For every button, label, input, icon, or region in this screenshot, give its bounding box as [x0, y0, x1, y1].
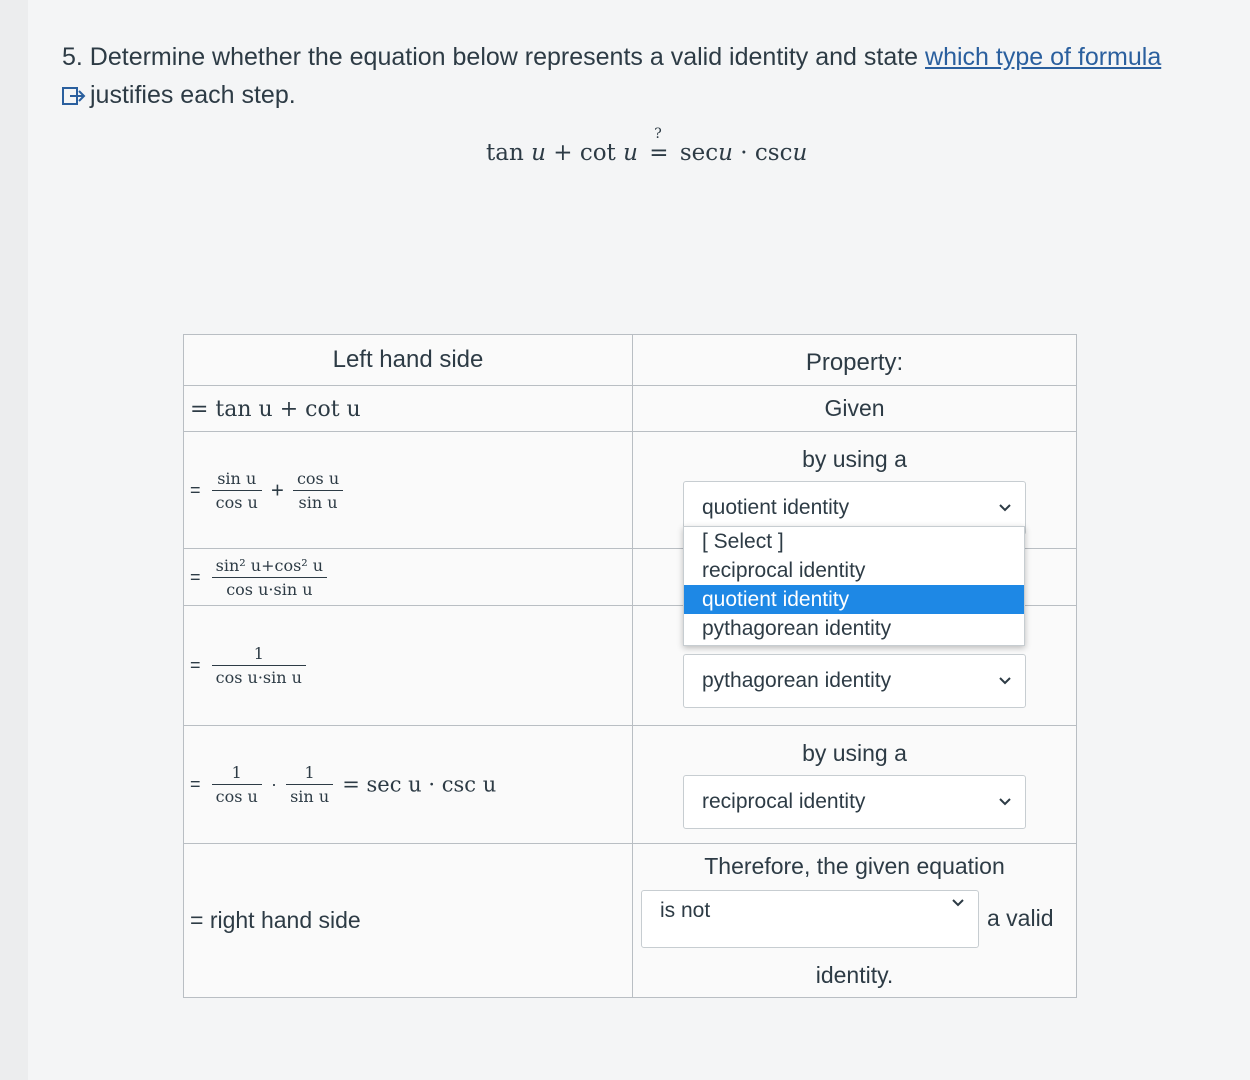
question-prompt: 5. Determine whether the equation below represents a valid identity and state	[62, 43, 926, 71]
header-property: Property:	[633, 335, 1077, 386]
chevron-down-icon	[999, 504, 1011, 512]
row-simplified-left: = $\frac{1}{\text{cos u·sin u}}$	[184, 606, 633, 726]
therefore-text: Therefore, the given equation	[704, 852, 1005, 879]
option-reciprocal-identity[interactable]: reciprocal identity	[702, 559, 866, 582]
header-left-hand-side: Left hand side	[184, 335, 633, 386]
question-equals-sign: ? =	[649, 126, 669, 166]
chevron-down-icon	[999, 798, 1011, 806]
row-given-left: = tan u + cot u	[184, 386, 633, 432]
row-quotient-left: = $\frac{\text{sin u}}{\text{cos u}}$ + $\frac{\text{cos u}}{\text{sin u}}$	[184, 432, 633, 549]
by-using-caption: by using a	[802, 445, 907, 472]
external-document-icon[interactable]	[62, 87, 88, 105]
row-conclusion-left: = right hand side	[184, 844, 633, 998]
row-conclusion-property	[633, 844, 1077, 998]
option-select-placeholder[interactable]: [ Select ]	[702, 530, 784, 553]
step3-property-select[interactable]: reciprocal identity	[683, 775, 1026, 829]
step2-property-select[interactable]: pythagorean identity	[683, 654, 1026, 708]
step1-property-select[interactable]: quotient identity	[683, 481, 1026, 535]
formula-link[interactable]: which type of formula	[925, 43, 1162, 71]
row-reciprocal-left: = $\frac{1}{\text{cos u}}$ · $\frac{1}{\text{sin u}}$ = sec u · csc u	[184, 726, 633, 844]
row-pythagorean-left: = $\frac{\text{sin² u+cos² u}}{\text{cos u·sin u}}$	[184, 549, 633, 606]
identity-text: identity.	[815, 961, 894, 988]
identity-equation: tan u + cot u ? = secu · cscu	[486, 126, 808, 166]
property-options-dropdown[interactable]	[683, 526, 1025, 646]
option-pythagorean-identity[interactable]: pythagorean identity	[702, 617, 892, 640]
chevron-down-icon	[952, 899, 964, 907]
validity-select[interactable]: is not	[641, 890, 979, 948]
proof-table	[183, 334, 1077, 998]
chevron-down-icon	[999, 677, 1011, 685]
a-valid-text: a valid	[987, 905, 1054, 931]
row-reciprocal-property	[633, 726, 1077, 844]
option-quotient-identity[interactable]: quotient identity	[684, 585, 1024, 614]
question-continuation: justifies each step.	[90, 81, 296, 109]
by-using-caption: by using a	[802, 740, 907, 766]
row-given-property: Given	[633, 386, 1077, 432]
question-text	[62, 38, 1202, 114]
